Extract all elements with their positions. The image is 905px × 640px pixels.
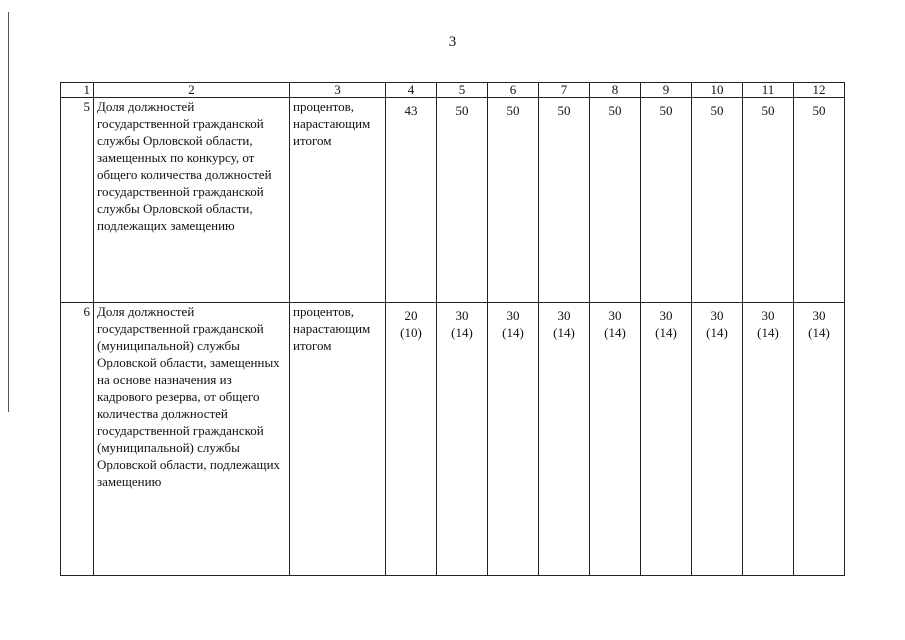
value-main: 30 — [506, 308, 520, 323]
value-cell: 50 — [692, 98, 743, 303]
value-sub: (14) — [757, 325, 779, 340]
header-cell: 4 — [386, 83, 437, 98]
indicator-description: Доля должностей государственной гражданской (муниципальной) службы Орловской области, замещенных на основе назначения из кадрового резерва, от общего количества должностей государственной гражданской (муниципальной) службы Орловской области, подлежащих замещению — [94, 303, 290, 576]
value-cell — [590, 303, 641, 576]
value-main: 30 — [710, 308, 724, 323]
header-cell: 9 — [641, 83, 692, 98]
value-cell: 50 — [590, 98, 641, 303]
value-cell — [794, 303, 845, 576]
value-main: 30 — [659, 308, 673, 323]
margin-line — [8, 12, 9, 412]
value-main: 30 — [455, 308, 469, 323]
header-cell: 3 — [290, 83, 386, 98]
indicators-table — [60, 82, 845, 576]
unit-cell: процентов, нарастающим итогом — [290, 303, 386, 576]
value-cell — [743, 303, 794, 576]
value-cell — [539, 303, 590, 576]
value-main: 30 — [761, 308, 775, 323]
value-sub: (14) — [808, 325, 830, 340]
value-sub: (14) — [706, 325, 728, 340]
value-main: 20 — [404, 308, 418, 323]
value-cell — [488, 303, 539, 576]
header-cell: 8 — [590, 83, 641, 98]
value-sub: (14) — [604, 325, 626, 340]
value-main: 30 — [608, 308, 622, 323]
value-sub: (10) — [400, 325, 422, 340]
value-sub: (14) — [502, 325, 524, 340]
row-number: 6 — [61, 303, 94, 576]
header-cell: 11 — [743, 83, 794, 98]
header-row — [61, 83, 845, 98]
value-main: 30 — [812, 308, 826, 323]
value-cell — [641, 303, 692, 576]
header-cell: 2 — [94, 83, 290, 98]
value-cell: 50 — [743, 98, 794, 303]
table-row — [61, 303, 845, 576]
header-cell: 1 — [61, 83, 94, 98]
value-cell: 50 — [794, 98, 845, 303]
value-cell — [437, 303, 488, 576]
value-sub: (14) — [655, 325, 677, 340]
value-main: 30 — [557, 308, 571, 323]
value-cell: 50 — [488, 98, 539, 303]
indicator-description: Доля должностей государственной гражданской службы Орловской области, замещенных по конкурсу, от общего количества должностей государственной гражданской службы Орловской области, подлежащих замещению — [94, 98, 290, 303]
value-cell: 50 — [539, 98, 590, 303]
value-cell: 50 — [437, 98, 488, 303]
header-cell: 7 — [539, 83, 590, 98]
row-number: 5 — [61, 98, 94, 303]
value-cell — [692, 303, 743, 576]
header-cell: 12 — [794, 83, 845, 98]
page-number: 3 — [448, 34, 457, 50]
header-cell: 5 — [437, 83, 488, 98]
value-sub: (14) — [451, 325, 473, 340]
header-cell: 6 — [488, 83, 539, 98]
value-cell: 50 — [641, 98, 692, 303]
table-row — [61, 98, 845, 303]
value-cell: 43 — [386, 98, 437, 303]
value-sub: (14) — [553, 325, 575, 340]
value-cell — [386, 303, 437, 576]
unit-cell: процентов, нарастающим итогом — [290, 98, 386, 303]
header-cell: 10 — [692, 83, 743, 98]
